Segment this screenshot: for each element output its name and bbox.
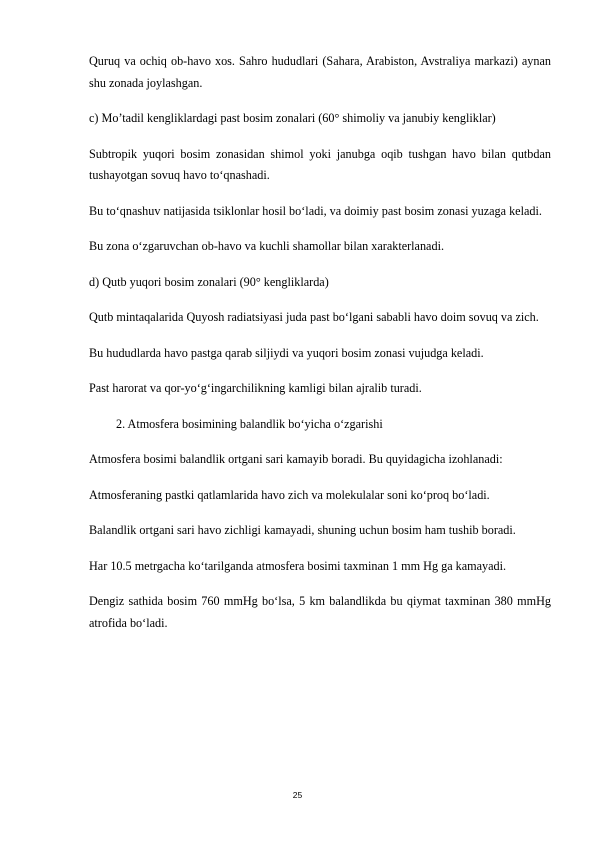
- paragraph-polar-radiation: Qutb mintaqalarida Quyosh radiatsiyasi juda past bo‘lgani sababli havo doim sovuq va zich.: [89, 310, 539, 324]
- page-body: [89, 51, 551, 648]
- paragraph-pressure-decrease: Atmosfera bosimi balandlik ortgani sari kamayib boradi. Bu quyidagicha izohlanadi:: [89, 452, 503, 466]
- paragraph-cyclone-formation: Bu to‘qnashuv natijasida tsiklonlar hosil bo‘ladi, va doimiy past bosim zonasi yuzaga keladi.: [89, 203, 542, 218]
- paragraph-sea-level-example: Dengiz sathida bosim 760 mmHg bo‘lsa, 5 km balandlikda bu qiymat taxminan 380 mmHg atrofida bo‘ladi.: [89, 594, 551, 630]
- paragraph-desert-climate: Quruq va ochiq ob-havo xos. Sahro hududlari (Sahara, Arabiston, Avstraliya markazi) aynan shu zonada joylashgan.: [89, 54, 551, 90]
- section-heading-altitude-pressure: 2. Atmosfera bosimining balandlik bo‘yicha o‘zgarishi: [116, 416, 383, 431]
- paragraph-lower-layers: Atmosferaning pastki qatlamlarida havo zich va molekulalar soni ko‘proq bo‘ladi.: [89, 487, 490, 502]
- paragraph-density-decrease: Balandlik ortgani sari havo zichligi kamayadi, shuning uchun bosim ham tushib boradi.: [89, 523, 516, 537]
- subheading-temperate-low-pressure: c) Mo’tadil kengliklardagi past bosim zonalari (60° shimoliy va janubiy kengliklar): [89, 111, 496, 125]
- subheading-polar-high-pressure: d) Qutb yuqori bosim zonalari (90° kengliklarda): [89, 274, 329, 289]
- paragraph-air-collision: Subtropik yuqori bosim zonasidan shimol yoki janubga oqib tushgan havo bilan qutbdan tushayotgan sovuq havo to‘qnashadi.: [89, 146, 551, 182]
- page-number: 25: [292, 790, 303, 800]
- paragraph-variable-weather: Bu zona o‘zgaruvchan ob-havo va kuchli shamollar bilan xarakterlanadi.: [89, 239, 444, 253]
- paragraph-low-temperature: Past harorat va qor-yo‘g‘ingarchilikning kamligi bilan ajralib turadi.: [89, 381, 422, 395]
- paragraph-descending-air: Bu hududlarda havo pastga qarab siljiydi va yuqori bosim zonasi vujudga keladi.: [89, 345, 484, 360]
- paragraph-rate-of-decrease: Har 10.5 metrgacha ko‘tarilganda atmosfera bosimi taxminan 1 mm Hg ga kamayadi.: [89, 558, 507, 573]
